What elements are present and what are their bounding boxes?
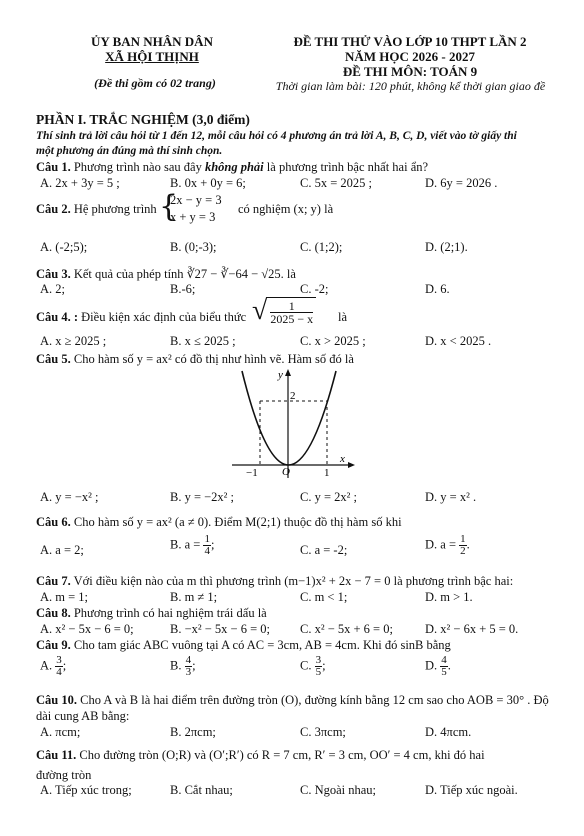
q2-option-b: B. (0;-3); bbox=[170, 240, 217, 254]
q4-tail: là bbox=[338, 310, 348, 324]
sqrt-expression: √ $\frac{1}{2025 - x}$ bbox=[252, 297, 316, 325]
page-count-note: (Đề thi gồm có 02 trang) bbox=[94, 76, 216, 90]
q8-option-d: D. x² − 6x + 5 = 0. bbox=[425, 622, 519, 636]
question-2: Câu 2. Hệ phương trình bbox=[36, 202, 157, 216]
question-10: Câu 10. Cho A và B là hai điểm trên đường tròn (O), đường kính bằng 12 cm sao cho AOB = 30° . Độ bbox=[36, 693, 549, 707]
q2-tail: có nghiệm (x; y) là bbox=[238, 202, 334, 216]
tick-x-neg: −1 bbox=[246, 467, 258, 479]
q4-option-c: C. x > 2025 ; bbox=[300, 334, 366, 348]
question-5: Câu 5. Cho hàm số y = ax² có đồ thị như hình vẽ. Hàm số đó là bbox=[36, 352, 354, 366]
q5-option-d: D. y = x² . bbox=[425, 490, 477, 504]
q7-option-d: D. m > 1. bbox=[425, 590, 473, 604]
time-limit: Thời gian làm bài: 120 phút, không kể thời gian giao đề bbox=[275, 79, 546, 93]
q9-option-d: D. $\frac{4}{5}$ . bbox=[425, 654, 451, 678]
exam-title: ĐỀ THI THỬ VÀO LỚP 10 THPT LẦN 2 bbox=[293, 34, 527, 49]
question-9: Câu 9. Cho tam giác ABC vuông tại A có AC = 3cm, AB = 4cm. Khi đó sinB bằng bbox=[36, 638, 451, 652]
q1-option-a: A. 2x + 3y = 5 ; bbox=[40, 176, 120, 190]
x-label: x bbox=[340, 453, 345, 465]
q4-option-b: B. x ≤ 2025 ; bbox=[170, 334, 236, 348]
q1-option-b: B. 0x + 0y = 6; bbox=[170, 176, 246, 190]
question-7: Câu 7. Với điều kiện nào của m thì phương trình (m−1)x² + 2x − 7 = 0 là phương trình bậc hai: bbox=[36, 574, 514, 588]
q1-option-d: D. 6y = 2026 . bbox=[425, 176, 498, 190]
origin-label: O bbox=[282, 466, 290, 478]
q6-option-c: C. a = -2; bbox=[300, 543, 348, 557]
q3-option-b: B.-6; bbox=[170, 282, 196, 296]
tick-x-pos: 1 bbox=[324, 467, 330, 479]
question-3: Câu 3. Kết quả của phép tính ∛27 − ∛−64 − √25. là bbox=[36, 267, 296, 281]
q11-option-d: D. Tiếp xúc ngoài. bbox=[425, 783, 518, 797]
system-eq-1: 2x − y = 3 bbox=[170, 193, 222, 207]
q5-option-c: C. y = 2x² ; bbox=[300, 490, 357, 504]
q7-option-a: A. m = 1; bbox=[40, 590, 89, 604]
q7-option-c: C. m < 1; bbox=[300, 590, 348, 604]
q6-option-a: A. a = 2; bbox=[40, 543, 84, 557]
q4-option-a: A. x ≥ 2025 ; bbox=[40, 334, 107, 348]
q9-option-c: C. $\frac{3}{5}$ ; bbox=[300, 654, 326, 678]
q4-option-d: D. x < 2025 . bbox=[425, 334, 492, 348]
q8-option-c: C. x² − 5x + 6 = 0; bbox=[300, 622, 393, 636]
parabola-graph bbox=[228, 366, 358, 481]
question-1: Câu 1. Phương trình nào sau đây không phải là phương trình bậc nhất hai ẩn? bbox=[36, 160, 429, 174]
q10-option-d: D. 4πcm. bbox=[425, 725, 472, 739]
q6-option-b: B. a = $\frac{1}{4}$ ; bbox=[170, 533, 215, 557]
q3-option-d: D. 6. bbox=[425, 282, 450, 296]
q10-option-c: C. 3πcm; bbox=[300, 725, 346, 739]
q11-option-c: C. Ngoài nhau; bbox=[300, 783, 377, 797]
q11-option-b: B. Cắt nhau; bbox=[170, 783, 233, 797]
q5-option-b: B. y = −2x² ; bbox=[170, 490, 235, 504]
instructions-line-2: một phương án đúng mà thí sinh chọn. bbox=[36, 145, 223, 157]
q3-option-c: C. -2; bbox=[300, 282, 329, 296]
q8-option-a: A. x² − 5x − 6 = 0; bbox=[40, 622, 134, 636]
question-11-cont: đường tròn bbox=[36, 768, 92, 782]
q10-option-b: B. 2πcm; bbox=[170, 725, 216, 739]
q7-option-b: B. m ≠ 1; bbox=[170, 590, 218, 604]
school-year: NĂM HỌC 2026 - 2027 bbox=[345, 49, 475, 64]
q5-option-a: A. y = −x² ; bbox=[40, 490, 99, 504]
system-brace: { bbox=[159, 189, 179, 224]
x-axis-arrow bbox=[348, 462, 355, 468]
question-8: Câu 8. Phương trình có hai nghiệm trái dấu là bbox=[36, 606, 267, 620]
instructions-line-1: Thí sinh trả lời câu hỏi từ 1 đến 12, mỗi câu hỏi có 4 phương án trả lời A, B, C, D, viết vào tờ giấy thi bbox=[36, 130, 517, 142]
y-axis-arrow bbox=[285, 369, 291, 376]
q9-option-a: A. $\frac{3}{4}$ ; bbox=[40, 654, 67, 678]
q11-option-a: A. Tiếp xúc trong; bbox=[40, 783, 132, 797]
org-name-2: XÃ HỘI THỊNH bbox=[105, 49, 199, 64]
tick-y: 2 bbox=[290, 390, 296, 402]
q10-option-a: A. πcm; bbox=[40, 725, 81, 739]
subject: ĐỀ THI MÔN: TOÁN 9 bbox=[342, 64, 478, 79]
question-10-cont: dài cung AB bằng: bbox=[36, 709, 130, 723]
q1-option-c: C. 5x = 2025 ; bbox=[300, 176, 372, 190]
part-title: PHẦN I. TRẮC NGHIỆM (3,0 điểm) bbox=[36, 112, 250, 127]
q2-option-d: D. (2;1). bbox=[425, 240, 468, 254]
question-6: Câu 6. Cho hàm số y = ax² (a ≠ 0). Điểm M(2;1) thuộc đồ thị hàm số khi bbox=[36, 515, 402, 529]
q8-option-b: B. −x² − 5x − 6 = 0; bbox=[170, 622, 271, 636]
y-label: y bbox=[278, 369, 283, 381]
q6-option-d: D. a = $\frac{1}{2}$ . bbox=[425, 533, 470, 557]
q9-option-b: B. $\frac{4}{3}$ ; bbox=[170, 654, 196, 678]
question-11: Câu 11. Cho đường tròn (O;R) và (O′;R′) có R = 7 cm, R′ = 3 cm, OO′ = 4 cm, khi đó hai bbox=[36, 748, 485, 762]
q3-option-a: A. 2; bbox=[40, 282, 65, 296]
question-4: Câu 4. : Điều kiện xác định của biểu thức bbox=[36, 310, 247, 324]
system-eq-2: x + y = 3 bbox=[170, 210, 216, 224]
parabola-curve bbox=[242, 371, 336, 465]
org-name-1: ỦY BAN NHÂN DÂN bbox=[91, 34, 213, 49]
q2-option-a: A. (-2;5); bbox=[40, 240, 88, 254]
q2-option-c: C. (1;2); bbox=[300, 240, 343, 254]
